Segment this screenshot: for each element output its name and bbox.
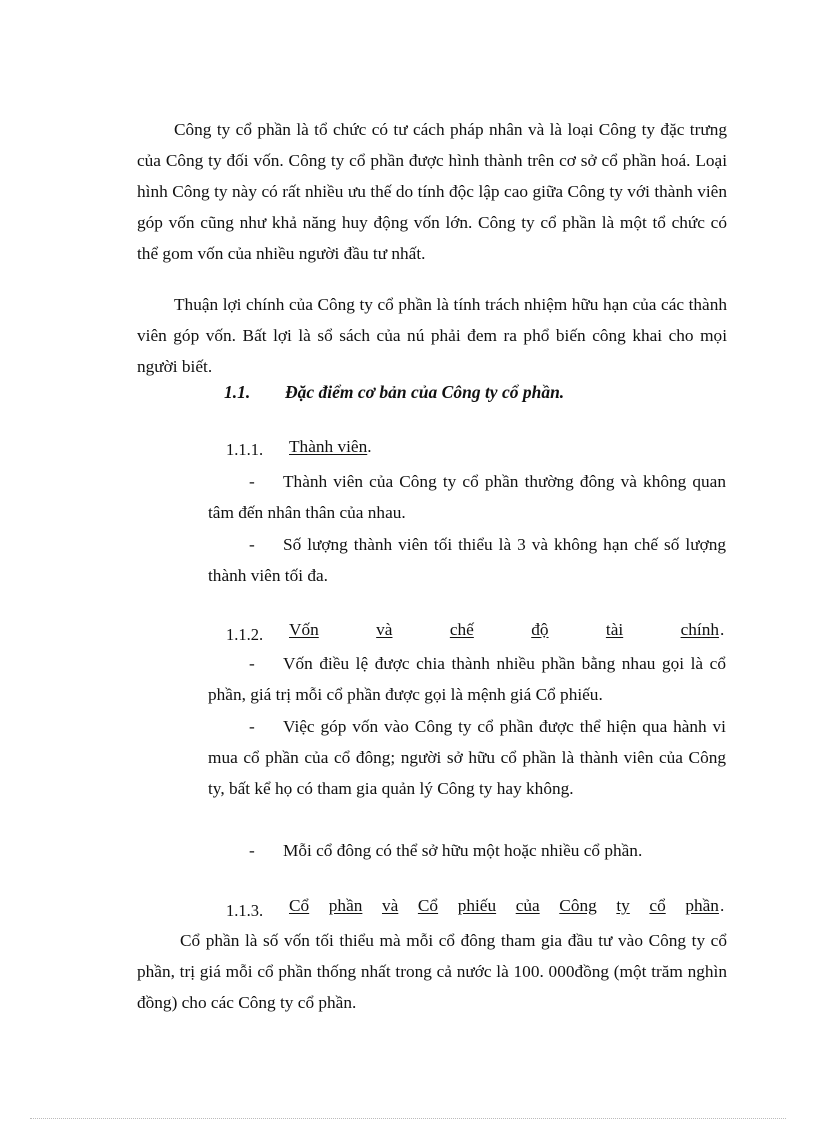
subsection-title-suffix: .	[720, 620, 725, 639]
subsection-number-1-1-2: 1.1.2.	[226, 625, 264, 644]
subsection-heading-1-1-1	[289, 437, 372, 457]
title-word: Vốn	[289, 620, 319, 639]
title-word: và	[376, 620, 393, 639]
title-word: độ	[531, 620, 549, 639]
bullet-marker: -	[249, 535, 255, 554]
title-word: và	[381, 896, 399, 915]
intro-paragraph: Công ty cổ phần là tổ chức có tư cách pháp nhân và là loại Công ty đặc trưng của Công ty đối vốn. Công ty cổ phần được hình thành trên cơ sở cổ phần hoá. Loại hình Công ty này có rất nhiều ưu thế do tính độc lập cao giữa Công ty với thành viên góp vốn cũng như khả năng huy động vốn lớn. Công ty cổ phần là một tổ chức có thể gom vốn của nhiều người đầu tư nhất.	[137, 120, 727, 263]
subsection-title-1-1-3	[289, 896, 719, 916]
title-word: cổ	[649, 896, 666, 915]
title-word: chế	[449, 620, 474, 639]
section-number: 1.1.	[224, 382, 251, 402]
bullet-text: Vốn điều lệ được chia thành nhiều phần bằng nhau gọi là cổ phần, giá trị mỗi cổ phần được gọi là mệnh giá Cổ phiếu.	[208, 654, 726, 704]
title-word: chính	[680, 620, 719, 639]
title-word: Cổ	[417, 896, 439, 915]
subsection-title-1-1-2	[289, 620, 719, 640]
subsection-number-1-1-1: 1.1.1.	[226, 440, 264, 459]
subsection-title-suffix: .	[367, 437, 372, 456]
subsection-title-1-1-1: Thành viên	[289, 437, 368, 456]
title-word: phần	[328, 896, 363, 915]
shares-paragraph: Cổ phần là số vốn tối thiểu mà mỗi cổ đông tham gia đầu tư vào Công ty cổ phần, trị giá mỗi cổ phần thống nhất trong cả nước là 100. 000đồng (một trăm nghìn đồng) cho các Công ty cổ phần.	[137, 931, 727, 1012]
bullet-marker: -	[249, 472, 255, 491]
bullet-marker: -	[249, 717, 255, 736]
subsection-number-1-1-3: 1.1.3.	[226, 901, 264, 920]
section-title: Đặc điểm cơ bản của Công ty cổ phần.	[285, 382, 565, 402]
subsection-title-suffix: .	[720, 896, 725, 915]
title-word: phiếu	[457, 896, 497, 915]
advantages-paragraph: Thuận lợi chính của Công ty cổ phần là tính trách nhiệm hữu hạn của các thành viên góp vốn. Bất lợi là sổ sách của nú phải đem ra phổ biến công khai cho mọi người biết.	[137, 295, 727, 376]
title-word: phần	[685, 896, 719, 915]
bullet-text: Thành viên của Công ty cổ phần thường đông và không quan tâm đến nhân thân của nhau.	[208, 472, 726, 522]
title-word: Công	[559, 896, 597, 915]
title-word: tài	[605, 620, 624, 639]
bullet-text: Số lượng thành viên tối thiểu là 3 và không hạn chế số lượng thành viên tối đa.	[208, 535, 726, 585]
title-word: của	[515, 896, 540, 915]
title-word: Cổ	[289, 896, 310, 915]
bullet-text: Việc góp vốn vào Công ty cổ phần được thể hiện qua hành vi mua cổ phần của cổ đông; người sở hữu cổ phần là thành viên của Công ty, bất kể họ có tham gia quản lý Công ty hay không.	[208, 717, 726, 798]
bullet-marker: -	[249, 654, 255, 673]
bullet-marker: -	[249, 841, 255, 860]
title-word: ty	[616, 896, 630, 915]
page-bottom-border	[30, 1118, 786, 1119]
bullet-text: Mỗi cổ đông có thể sở hữu một hoặc nhiều cổ phần.	[283, 841, 643, 860]
